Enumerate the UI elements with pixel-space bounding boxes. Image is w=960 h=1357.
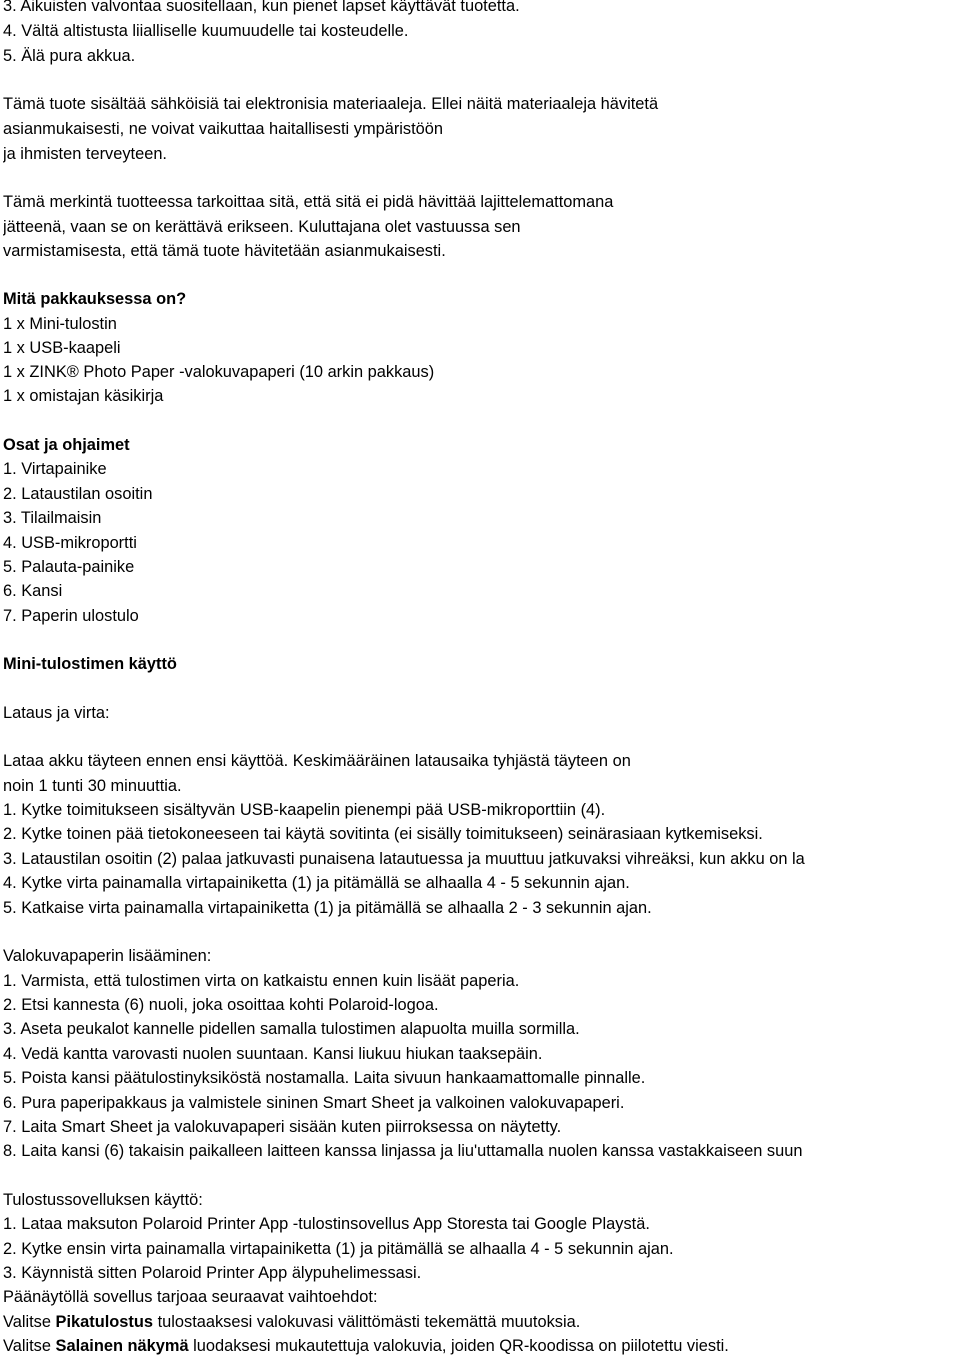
option-prefix: Valitse [3, 1313, 56, 1331]
parts-item: 2. Lataustilan osoitin [3, 485, 153, 503]
disposal-text-line: jätteenä, vaan se on kerättävä erikseen. Kuluttajana olet vastuussa sen [3, 218, 521, 236]
app-step: 1. Lataa maksuton Polaroid Printer App -tulostinsovellus App Storesta tai Google Playstä. [3, 1215, 650, 1233]
option-prefix: Valitse [3, 1337, 56, 1355]
app-option-quick-print [3, 1312, 580, 1332]
disposal-text-line: Tämä tuote sisältää sähköisiä tai elektronisia materiaaleja. Ellei näitä materiaaleja hävitetä [3, 95, 659, 113]
package-item: 1 x omistajan käsikirja [3, 387, 164, 405]
disposal-text-line: ja ihmisten terveyteen. [3, 145, 167, 163]
parts-item: 6. Kansi [3, 582, 63, 600]
parts-item: 1. Virtapainike [3, 460, 107, 478]
paper-step: 6. Pura paperipakkaus ja valmistele sininen Smart Sheet ja valkoinen valokuvapaperi. [3, 1094, 625, 1112]
option-suffix: luodaksesi mukautettuja valokuvia, joiden QR-koodissa on piilotettu viesti. [188, 1337, 729, 1355]
charging-step: 1. Kytke toimitukseen sisältyvän USB-kaapelin pienempi pää USB-mikroporttiin (4). [3, 801, 606, 819]
package-heading: Mitä pakkauksessa on? [3, 290, 187, 308]
parts-item: 7. Paperin ulostulo [3, 607, 139, 625]
parts-item: 3. Tilailmaisin [3, 509, 102, 527]
paper-heading: Valokuvapaperin lisääminen: [3, 947, 212, 965]
paper-step: 5. Poista kansi päätulostinyksiköstä nostamalla. Laita sivuun hankaamattomalle pinnalle. [3, 1069, 646, 1087]
paper-step: 4. Vedä kantta varovasti nuolen suuntaan. Kansi liukuu hiukan taaksepäin. [3, 1045, 543, 1063]
disposal-text-line: varmistamisesta, että tämä tuote hävitetään asianmukaisesti. [3, 242, 446, 260]
parts-heading: Osat ja ohjaimet [3, 436, 130, 454]
safety-item-5: 5. Älä pura akkua. [3, 47, 136, 65]
package-item: 1 x Mini-tulostin [3, 315, 117, 333]
app-option-secret-view [3, 1336, 729, 1356]
charging-intro-line: Lataa akku täyteen ennen ensi käyttöä. Keskimääräinen latausaika tyhjästä täyteen on [3, 752, 631, 770]
paper-step: 2. Etsi kannesta (6) nuoli, joka osoittaa kohti Polaroid-logoa. [3, 996, 439, 1014]
package-item: 1 x USB-kaapeli [3, 339, 121, 357]
charging-heading: Lataus ja virta: [3, 704, 110, 722]
parts-item: 4. USB-mikroportti [3, 534, 137, 552]
option-name: Pikatulostus [55, 1313, 154, 1331]
paper-step: 3. Aseta peukalot kannelle pidellen samalla tulostimen alapuolta muilla sormilla. [3, 1020, 580, 1038]
app-step: 3. Käynnistä sitten Polaroid Printer App älypuhelimessasi. [3, 1264, 422, 1282]
document-page [3, 0, 960, 1357]
charging-step: 3. Lataustilan osoitin (2) palaa jatkuvasti punaisena latautuessa ja muuttuu jatkuvaksi vihreäksi, kun akku on la [3, 850, 805, 868]
usage-heading: Mini-tulostimen käyttö [3, 655, 177, 673]
charging-step: 5. Katkaise virta painamalla virtapainiketta (1) ja pitämällä se alhaalla 2 - 3 sekunnin ajan. [3, 899, 652, 917]
option-name: Salainen näkymä [55, 1337, 189, 1355]
safety-item-3: 3. Aikuisten valvontaa suositellaan, kun pienet lapset käyttävät tuotetta. [3, 0, 520, 15]
app-heading: Tulostussovelluksen käyttö: [3, 1191, 203, 1209]
option-suffix: tulostaaksesi valokuvasi välittömästi tekemättä muutoksia. [153, 1313, 581, 1331]
charging-step: 2. Kytke toinen pää tietokoneeseen tai käytä sovitinta (ei sisälly toimitukseen) seinärasiaan kytkemiseksi. [3, 825, 763, 843]
disposal-text-line: asianmukaisesti, ne voivat vaikuttaa haitallisesti ympäristöön [3, 120, 444, 138]
package-item: 1 x ZINK® Photo Paper -valokuvapaperi (10 arkin pakkaus) [3, 363, 435, 381]
paper-step: 7. Laita Smart Sheet ja valokuvapaperi sisään kuten piirroksessa on näytetty. [3, 1118, 562, 1136]
charging-intro-line: noin 1 tunti 30 minuuttia. [3, 777, 182, 795]
safety-item-4: 4. Vältä altistusta liialliselle kuumuudelle tai kosteudelle. [3, 22, 409, 40]
paper-step: 1. Varmista, että tulostimen virta on katkaistu ennen kuin lisäät paperia. [3, 972, 520, 990]
disposal-text-line: Tämä merkintä tuotteessa tarkoittaa sitä, että sitä ei pidä hävittää lajittelemattomana [3, 193, 614, 211]
parts-item: 5. Palauta-painike [3, 558, 135, 576]
app-main-screen-text: Päänäytöllä sovellus tarjoaa seuraavat vaihtoehdot: [3, 1288, 378, 1306]
paper-step: 8. Laita kansi (6) takaisin paikalleen laitteen kanssa linjassa ja liu'uttamalla nuolen kanssa vastakkaiseen suun [3, 1142, 803, 1160]
charging-step: 4. Kytke virta painamalla virtapainiketta (1) ja pitämällä se alhaalla 4 - 5 sekunnin ajan. [3, 874, 630, 892]
app-step: 2. Kytke ensin virta painamalla virtapainiketta (1) ja pitämällä se alhaalla 4 - 5 sekunnin ajan. [3, 1240, 674, 1258]
